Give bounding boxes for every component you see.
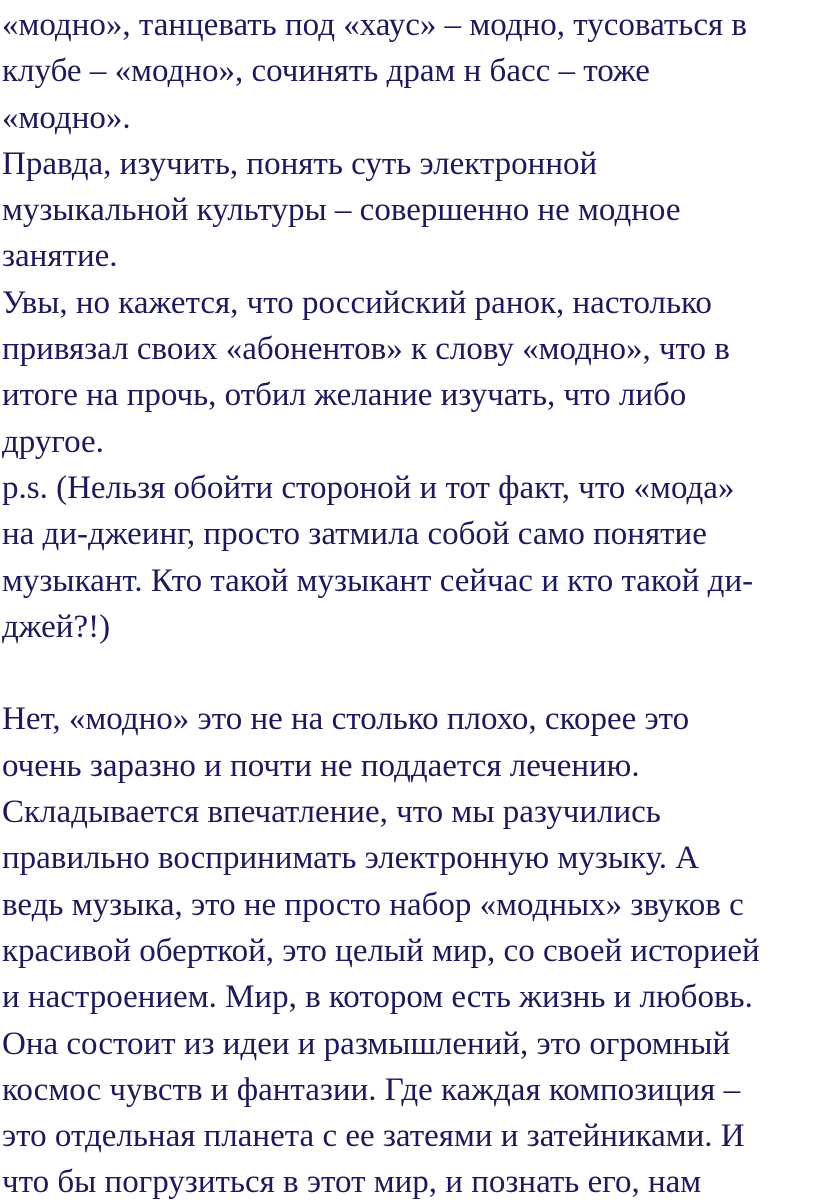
text-line: клубе – «модно», сочинять драм н басс – тоже: [2, 53, 650, 90]
text-line: p.s. (Нельзя обойти стороной и тот факт, что «мода»: [2, 469, 735, 506]
text-line: ведь музыка, это не просто набор «модных» звуков с: [2, 886, 744, 923]
text-line: и настроением. Мир, в котором есть жизнь и любовь.: [2, 979, 753, 1016]
text-line: итоге на прочь, отбил желание изучать, что либо: [2, 377, 687, 414]
text-line: «модно».: [2, 99, 131, 136]
text-line: музыкальной культуры – совершенно не модное: [2, 192, 681, 229]
text-line: Она состоит из идеи и размышлений, это огромный: [2, 1025, 731, 1062]
text-line: очень заразно и почти не поддается лечению.: [2, 747, 640, 784]
text-line: что бы погрузиться в этот мир, и познать его, нам: [2, 1164, 702, 1201]
text-line: на ди-джеинг, просто затмила собой само понятие: [2, 516, 707, 553]
text-line: Складывается впечатление, что мы разучились: [2, 794, 661, 831]
text-line: Нет, «модно» это не на столько плохо, скорее это: [2, 701, 690, 738]
blank-line: [2, 650, 816, 696]
text-line: Увы, но кажется, что российский ранок, настолько: [2, 284, 712, 321]
text-line: джей?!): [2, 608, 111, 645]
text-line: привязал своих «абонентов» к слову «модно», что в: [2, 331, 730, 368]
text-line: это отдельная планета с ее затеями и затейниками. И: [2, 1118, 745, 1155]
text-line: «модно», танцевать под «хаус» – модно, тусоваться в: [2, 7, 747, 43]
text-line: красивой оберткой, это целый мир, со своей историей: [2, 932, 760, 969]
text-line: другое.: [2, 423, 104, 460]
text-line: Правда, изучить, понять суть электронной: [2, 145, 598, 182]
text-line: космос чувств и фантазии. Где каждая композиция –: [2, 1071, 741, 1108]
text-line: правильно воспринимать электронную музыку. А: [2, 840, 700, 877]
text-line: музыкант. Кто такой музыкант сейчас и кто такой ди-: [2, 562, 754, 599]
text-line: занятие.: [2, 238, 118, 275]
